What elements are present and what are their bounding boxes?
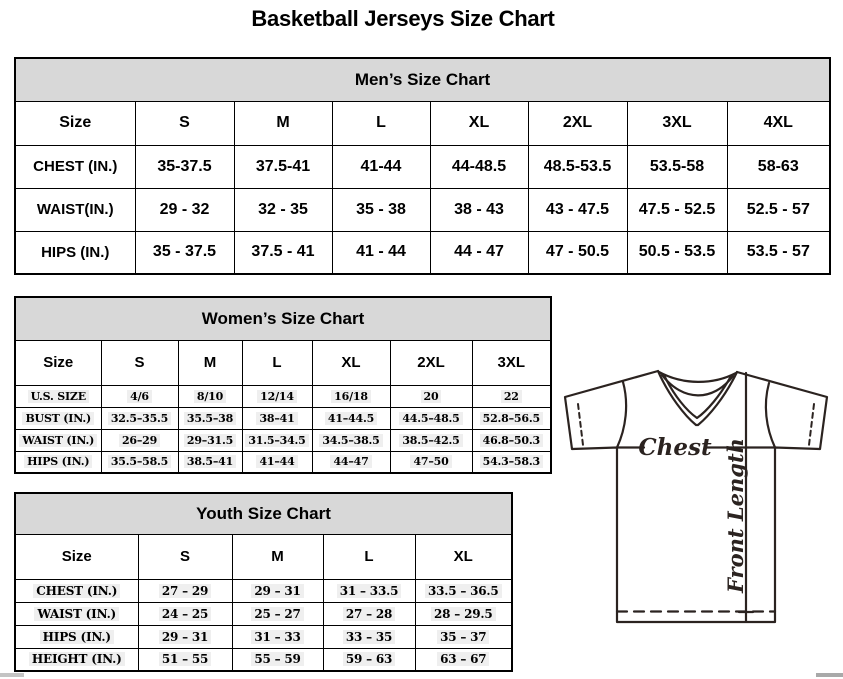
size-value-text: 33 – 35 — [343, 630, 395, 644]
size-value-cell — [178, 407, 242, 429]
size-value-cell — [232, 648, 323, 671]
size-table-row — [15, 648, 512, 671]
size-value-text: 31.5–34.5 — [245, 434, 308, 447]
column-header: M — [234, 101, 332, 145]
size-value-cell — [101, 451, 178, 473]
womens-table-title: Women’s Size Chart — [15, 297, 551, 340]
size-value-cell — [178, 429, 242, 451]
size-value-text: 52.8–56.5 — [480, 412, 543, 425]
column-header: 2XL — [528, 101, 627, 145]
size-value-cell — [390, 407, 472, 429]
size-value-text: 48.5-53.5 — [543, 157, 612, 175]
size-value-text: 47.5 - 52.5 — [638, 200, 716, 218]
column-header: L — [323, 534, 415, 579]
size-value-text: 22 — [501, 390, 522, 403]
size-value-text: 41 - 44 — [356, 243, 406, 261]
size-value-cell — [242, 407, 312, 429]
size-value-cell — [323, 648, 415, 671]
size-value-cell — [101, 407, 178, 429]
womens-size-table — [14, 296, 552, 474]
size-value-text: 44–47 — [330, 455, 371, 468]
jersey-outline — [565, 371, 827, 622]
size-value-text: 27 – 29 — [159, 584, 211, 598]
size-value-text: 38–41 — [256, 412, 297, 425]
collar-back-arc — [659, 372, 736, 382]
column-header: 3XL — [472, 340, 551, 385]
size-table-row — [15, 188, 830, 231]
column-header: L — [242, 340, 312, 385]
size-value-cell — [415, 602, 512, 625]
size-value-text: 41–44 — [256, 455, 297, 468]
size-value-cell — [242, 451, 312, 473]
size-value-cell — [242, 385, 312, 407]
size-value-text: 25 – 27 — [251, 607, 303, 621]
size-value-cell — [332, 145, 430, 188]
column-header: L — [332, 101, 430, 145]
size-value-text: 29 – 31 — [251, 584, 303, 598]
size-value-cell — [332, 231, 430, 274]
table-title-row — [15, 297, 551, 340]
size-value-cell — [627, 231, 727, 274]
size-value-cell — [242, 429, 312, 451]
size-value-cell — [528, 231, 627, 274]
size-value-text: 31 – 33 — [251, 630, 303, 644]
size-value-cell — [430, 188, 528, 231]
row-label — [15, 188, 135, 231]
row-label — [15, 429, 101, 451]
size-value-cell — [323, 579, 415, 602]
size-value-cell — [135, 231, 234, 274]
size-table-row — [15, 231, 830, 274]
size-value-text: 29 - 32 — [159, 200, 210, 218]
size-value-text: 32.5–35.5 — [108, 412, 171, 425]
size-table-row — [15, 429, 551, 451]
front-length-label: Front Length — [723, 438, 748, 593]
size-value-text: 35.5–38 — [184, 412, 236, 425]
size-value-text: 31 – 33.5 — [337, 584, 401, 598]
size-value-text: 27 – 28 — [343, 607, 395, 621]
size-value-text: 38.5–41 — [184, 455, 236, 468]
size-value-text: 43 - 47.5 — [545, 200, 610, 218]
size-value-cell — [234, 188, 332, 231]
size-value-cell — [332, 188, 430, 231]
row-label-text: HIPS (IN.) — [40, 630, 114, 644]
size-value-cell — [472, 385, 551, 407]
table-title-row — [15, 58, 830, 101]
size-value-text: 44.5–48.5 — [399, 412, 462, 425]
size-value-cell — [312, 429, 390, 451]
column-header: M — [178, 340, 242, 385]
row-label — [15, 602, 138, 625]
page-title: Basketball Jerseys Size Chart — [251, 6, 555, 31]
size-value-text: 38 - 43 — [454, 200, 504, 218]
size-value-cell — [627, 188, 727, 231]
size-value-text: 53.5-58 — [649, 157, 705, 175]
size-value-text: 47–50 — [410, 455, 451, 468]
size-value-cell — [178, 451, 242, 473]
column-header: Size — [15, 101, 135, 145]
size-value-text: 35 - 38 — [356, 200, 406, 218]
size-value-cell — [312, 407, 390, 429]
jersey-diagram-svg — [555, 360, 840, 655]
row-label-text: WAIST (IN.) — [34, 607, 119, 621]
right-cuff-dashed-line — [809, 404, 814, 445]
size-value-cell — [472, 407, 551, 429]
row-label-text: WAIST(IN.) — [36, 201, 114, 218]
size-value-text: 53.5 - 57 — [746, 243, 810, 261]
size-value-cell — [101, 429, 178, 451]
column-header: 2XL — [390, 340, 472, 385]
column-header: XL — [415, 534, 512, 579]
row-label-text: U.S. SIZE — [28, 390, 89, 403]
size-value-cell — [323, 625, 415, 648]
size-value-cell — [727, 145, 830, 188]
size-value-cell — [727, 231, 830, 274]
size-value-text: 59 – 63 — [343, 652, 395, 666]
size-value-text: 47 - 50.5 — [545, 243, 610, 261]
size-value-text: 20 — [421, 390, 442, 403]
row-label-text: HEIGHT (IN.) — [29, 652, 125, 666]
size-value-cell — [232, 602, 323, 625]
row-label — [15, 625, 138, 648]
size-table-row — [15, 451, 551, 473]
size-value-text: 51 – 55 — [159, 652, 211, 666]
column-header-row — [15, 101, 830, 145]
column-header: S — [135, 101, 234, 145]
column-header: 3XL — [627, 101, 727, 145]
size-value-cell — [232, 625, 323, 648]
table-title-row — [15, 493, 512, 534]
size-table-row — [15, 407, 551, 429]
size-value-text: 37.5-41 — [255, 157, 311, 175]
chest-label: Chest — [638, 434, 712, 461]
youth-table-title: Youth Size Chart — [15, 493, 512, 534]
size-value-text: 12/14 — [257, 390, 297, 403]
size-value-text: 41–44.5 — [325, 412, 377, 425]
size-value-text: 8/10 — [194, 390, 226, 403]
left-sleeve-seam — [617, 382, 626, 448]
size-value-cell — [415, 579, 512, 602]
row-label — [15, 648, 138, 671]
column-header: XL — [430, 101, 528, 145]
size-value-cell — [472, 429, 551, 451]
row-label-text: HIPS (IN.) — [24, 455, 92, 468]
horizontal-scrollbar-left-fragment[interactable] — [0, 673, 24, 677]
size-value-cell — [390, 451, 472, 473]
size-table-row — [15, 385, 551, 407]
size-value-cell — [727, 188, 830, 231]
size-value-text: 63 – 67 — [437, 652, 489, 666]
size-value-text: 35 - 37.5 — [152, 243, 217, 261]
size-value-cell — [138, 579, 232, 602]
row-label — [15, 579, 138, 602]
size-value-cell — [528, 145, 627, 188]
size-value-text: 4/6 — [127, 390, 152, 403]
size-value-cell — [390, 429, 472, 451]
size-value-text: 29–31.5 — [184, 434, 236, 447]
size-value-cell — [234, 231, 332, 274]
size-value-text: 52.5 - 57 — [746, 200, 810, 218]
size-value-cell — [135, 145, 234, 188]
size-value-text: 37.5 - 41 — [251, 243, 315, 261]
size-value-cell — [178, 385, 242, 407]
size-value-cell — [138, 648, 232, 671]
size-value-cell — [472, 451, 551, 473]
size-value-text: 16/18 — [331, 390, 371, 403]
size-value-text: 46.8–50.3 — [480, 434, 543, 447]
row-label-text: BUST (IN.) — [22, 412, 94, 425]
size-value-cell — [430, 145, 528, 188]
column-header: 4XL — [727, 101, 830, 145]
youth-size-table — [14, 492, 513, 672]
column-header: M — [232, 534, 323, 579]
row-label-text: WAIST (IN.) — [19, 434, 97, 447]
size-value-text: 54.3–58.3 — [480, 455, 543, 468]
size-value-cell — [627, 145, 727, 188]
size-value-text: 33.5 – 36.5 — [425, 584, 502, 598]
size-value-cell — [312, 385, 390, 407]
size-table-row — [15, 145, 830, 188]
row-label — [15, 385, 101, 407]
row-label-text: CHEST (IN.) — [33, 584, 120, 598]
size-value-cell — [415, 625, 512, 648]
size-value-cell — [234, 145, 332, 188]
mens-table-title: Men’s Size Chart — [15, 58, 830, 101]
size-table-row — [15, 625, 512, 648]
size-value-text: 35-37.5 — [157, 157, 212, 175]
column-header: S — [138, 534, 232, 579]
column-header: Size — [15, 340, 101, 385]
column-header: XL — [312, 340, 390, 385]
size-value-cell — [312, 451, 390, 473]
size-table-row — [15, 579, 512, 602]
size-value-text: 55 – 59 — [251, 652, 303, 666]
mens-size-table — [14, 57, 831, 275]
size-value-text: 35.5–58.5 — [108, 455, 171, 468]
size-value-cell — [135, 188, 234, 231]
left-cuff-dashed-line — [578, 404, 583, 445]
size-value-text: 35 – 37 — [437, 630, 489, 644]
column-header-row — [15, 534, 512, 579]
size-value-text: 44 - 47 — [454, 243, 504, 261]
jersey-measurement-diagram — [555, 360, 840, 655]
size-value-cell — [101, 385, 178, 407]
column-header: S — [101, 340, 178, 385]
row-label — [15, 407, 101, 429]
size-value-cell — [138, 625, 232, 648]
size-value-text: 41-44 — [360, 157, 402, 175]
size-value-text: 28 – 29.5 — [431, 607, 495, 621]
size-value-cell — [528, 188, 627, 231]
row-label-text: CHEST (IN.) — [33, 158, 118, 175]
size-table-row — [15, 602, 512, 625]
size-value-text: 26–29 — [119, 434, 160, 447]
row-label — [15, 145, 135, 188]
size-value-text: 32 - 35 — [258, 200, 308, 218]
column-header: Size — [15, 534, 138, 579]
size-value-cell — [390, 385, 472, 407]
size-value-cell — [323, 602, 415, 625]
size-value-text: 50.5 - 53.5 — [638, 243, 716, 261]
size-value-text: 24 – 25 — [159, 607, 211, 621]
size-value-text: 34.5–38.5 — [319, 434, 382, 447]
size-value-text: 58-63 — [757, 157, 799, 175]
row-label — [15, 451, 101, 473]
size-value-text: 38.5–42.5 — [399, 434, 462, 447]
row-label-text: HIPS (IN.) — [41, 243, 110, 261]
column-header-row — [15, 340, 551, 385]
right-sleeve-seam — [766, 383, 775, 448]
size-value-cell — [138, 602, 232, 625]
row-label — [15, 231, 135, 274]
size-value-cell — [232, 579, 323, 602]
horizontal-scrollbar-right-fragment[interactable] — [816, 673, 843, 677]
size-value-text: 44-48.5 — [451, 157, 507, 175]
size-value-text: 29 – 31 — [159, 630, 211, 644]
size-value-cell — [430, 231, 528, 274]
size-value-cell — [415, 648, 512, 671]
